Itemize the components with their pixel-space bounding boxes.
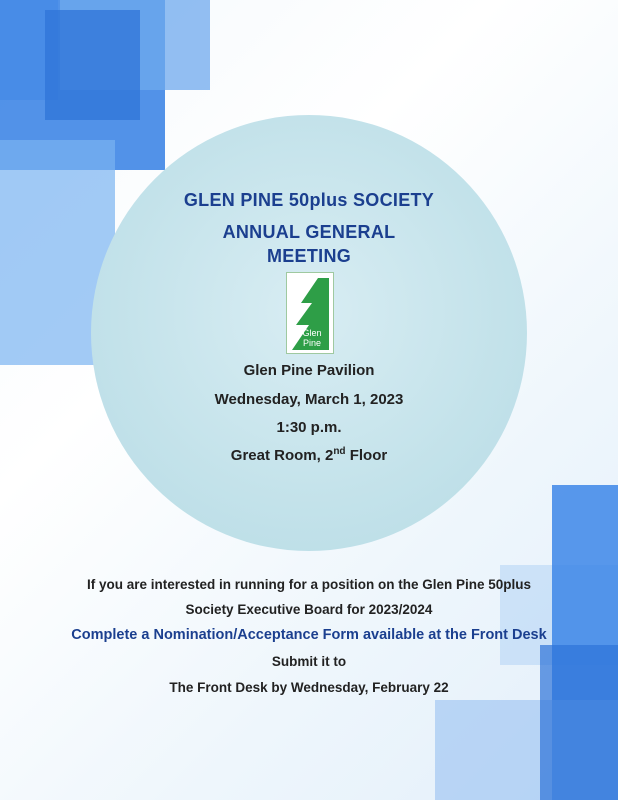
notice-line-1: If you are interested in running for a position on the Glen Pine 50plus [86,577,532,592]
event-venue: Glen Pine Pavilion [243,362,375,379]
event-time: 1:30 p.m. [276,419,342,436]
title-line-1: GLEN PINE 50plus SOCIETY [183,190,435,210]
event-date: Wednesday, March 1, 2023 [214,391,404,408]
event-room-ordinal: nd [333,446,346,457]
pine-tree-icon [287,273,333,353]
notice-deadline: The Front Desk by Wednesday, February 22 [169,680,449,695]
event-room-suffix: Floor [345,447,388,464]
glen-pine-logo [286,272,334,354]
title-line-3: MEETING [266,246,352,266]
notice-line-4: Submit it to [271,654,347,669]
event-room-prefix: Great Room, 2 [230,447,334,464]
event-room [109,446,509,464]
notice-instruction: Complete a Nomination/Acceptance Form available at the Front Desk [71,627,547,643]
logo-text-line-1: Glen [302,328,322,338]
notice-line-2: Society Executive Board for 2023/2024 [185,602,433,617]
decorative-square [45,10,140,120]
logo-text-line-2: Pine [302,338,322,348]
title-line-2: ANNUAL GENERAL [222,222,396,242]
